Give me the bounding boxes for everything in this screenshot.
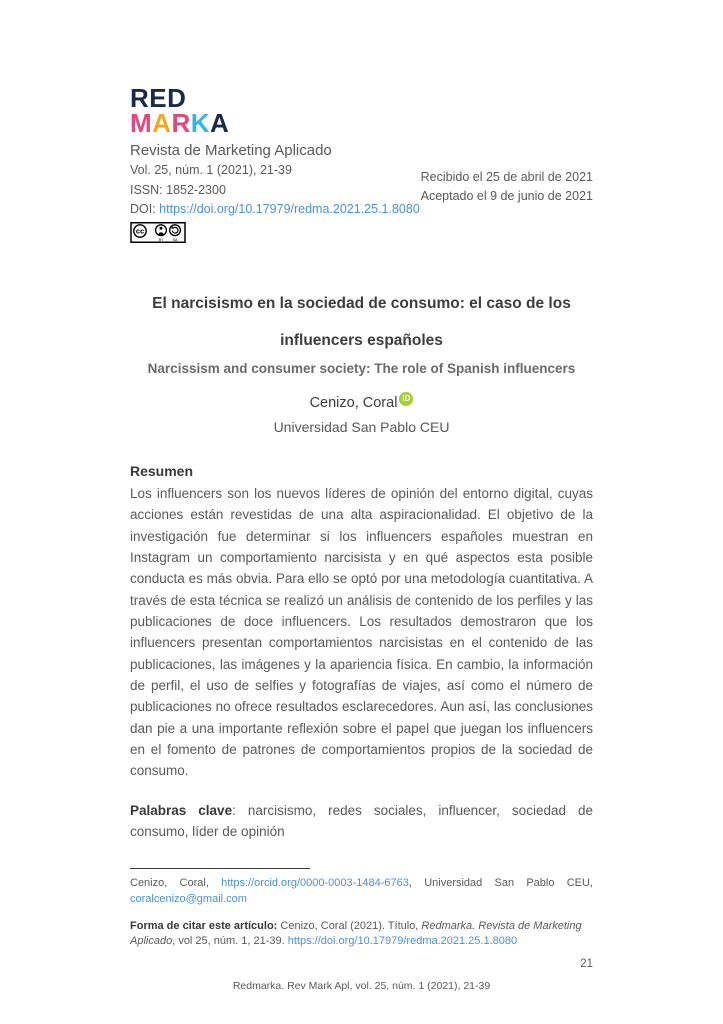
cc-by-sa-icon	[130, 222, 186, 243]
keywords-text: : narcisismo, redes sociales, influencer, sociedad de consumo, líder de opinión	[130, 802, 593, 839]
author-line	[130, 392, 593, 411]
journal-issn: ISSN: 1852-2300	[130, 182, 226, 197]
citation-part1: Cenizo, Coral (2021). Título,	[280, 920, 422, 933]
doi-link[interactable]: https://doi.org/10.17979/redma.2021.25.1.8080	[159, 202, 420, 217]
abstract-heading: Resumen	[130, 463, 194, 480]
journal-logo	[130, 83, 593, 139]
journal-header	[130, 83, 593, 248]
footnote-affiliation: , Universidad San Pablo CEU,	[408, 877, 593, 890]
license-by-text: BY	[158, 238, 164, 243]
logo-letter: M	[130, 108, 153, 139]
orcid-link[interactable]: https://orcid.org/0000-0003-1484-6763	[221, 877, 409, 890]
journal-name: Revista de Marketing Aplicado	[130, 141, 332, 159]
citation-label: Forma de citar este artículo:	[130, 920, 281, 933]
accepted-date: Aceptado el 9 de junio de 2021	[420, 188, 593, 203]
logo-line-marka	[130, 108, 593, 139]
submission-dates	[421, 168, 593, 206]
svg-text:cc: cc	[135, 226, 145, 236]
citation-part2: , vol 25, núm. 1, 21-39.	[172, 935, 288, 948]
keywords-label: Palabras clave	[130, 802, 233, 818]
orcid-icon[interactable]: iD	[399, 392, 413, 406]
page-number: 21	[580, 957, 593, 970]
running-footer: Redmarka. Rev Mark Apl, vol. 25, núm. 1 (2021), 21-39	[232, 979, 491, 992]
citation-doi-link[interactable]: https://doi.org/10.17979/redma.2021.25.1.8080	[287, 935, 518, 948]
citation-note	[130, 919, 593, 950]
article-title-en: Narcissism and consumer society: The role of Spanish influencers	[147, 361, 576, 377]
article-title-es: El narcisismo en la sociedad de consumo: el caso de los influencers españoles	[152, 295, 571, 349]
doi-label: DOI:	[130, 202, 160, 217]
author-footnote	[130, 876, 593, 907]
author-affiliation: Universidad San Pablo CEU	[273, 419, 450, 436]
license-sa-text: SA	[172, 238, 178, 243]
cc-by-sa-license-badge[interactable]	[130, 222, 186, 248]
footnote-author: Cenizo, Coral,	[130, 877, 222, 890]
logo-letter: R	[171, 108, 191, 139]
received-date: Recibido el 25 de abril de 2021	[420, 170, 593, 184]
citation-journal: Redmarka. Revista de Marketing Aplicado	[130, 920, 582, 948]
logo-line-red: RED	[130, 83, 187, 113]
logo-letter: K	[190, 108, 211, 139]
email-link[interactable]: coralcenizo@gmail.com	[130, 892, 247, 905]
journal-volume: Vol. 25, núm. 1 (2021), 21-39	[130, 162, 292, 177]
logo-letter: A	[210, 108, 230, 139]
keywords	[130, 800, 593, 843]
logo-letter: A	[152, 108, 172, 139]
abstract-body: Los influencers son los nuevos líderes de opinión del entorno digital, cuyas acciones están revestidas de una alta aspiracionalidad. El objetivo de la investigación fue determinar si los influencers españoles muestran en Instagram un comportamiento narcisista y en qué aspectos esta posible conducta es más obvia. Para ello se optó por una metodología cuantitativa. A través de esta técnica se realizó un análisis de contenido de los perfiles y las publicaciones de doce influencers. Los resultados demostraron que los influencers presentan comportamientos narcisistas en el contenido de las publicaciones, las imágenes y la apariencia física. En cambio, la información de perfil, el uso de selfies y fotografías de viajes, así como el número de publicaciones no ofrece resultados esclarecedores. Aun así, las conclusiones dan pie a una importante reflexión sobre el papel que juegan los influencers en el fomento de patrones de comportamientos propios de la sociedad de consumo.	[130, 486, 593, 779]
footnote-divider	[130, 868, 310, 869]
author-name: Cenizo, Coral	[309, 395, 398, 412]
